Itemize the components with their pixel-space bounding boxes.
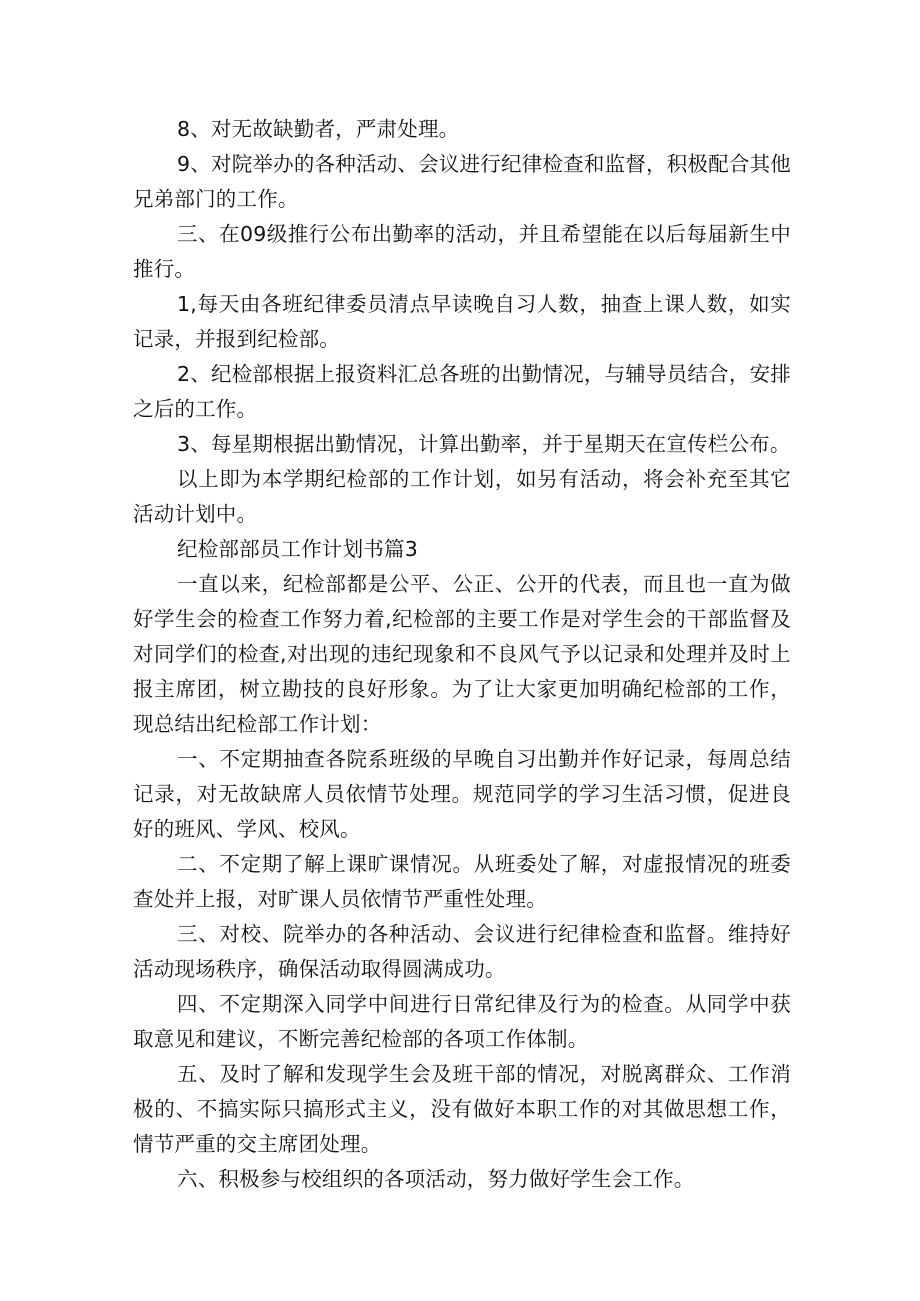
paragraph-plan-4: 四、不定期深入同学中间进行日常纪律及行为的检查。从同学中获取意见和建议，不断完善纪检部的各项工作体制。 <box>133 992 791 1051</box>
paragraph-step-2: 2、纪检部根据上报资料汇总各班的出勤情况，与辅导员结合，安排之后的工作。 <box>133 362 791 421</box>
paragraph-plan-2: 二、不定期了解上课旷课情况。从班委处了解，对虚报情况的班委查处并上报，对旷课人员依情节严重性处理。 <box>133 852 791 911</box>
paragraph-item-8: 8、对无故缺勤者，严肃处理。 <box>177 117 460 141</box>
paragraph-intro: 一直以来，纪检部都是公平、公正、公开的代表，而且也一直为做好学生会的检查工作努力着,纪检部的主要工作是对学生会的干部监督及对同学们的检查,对出现的违纪现象和不良风气予以记录和处理并及时上报主席团，树立勘技的良好形象。为了让大家更加明确纪检部的工作，现总结出纪检部工作计划： <box>133 572 791 736</box>
paragraph-item-9: 9、对院举办的各种活动、会议进行纪律检查和监督，积极配合其他兄弟部门的工作。 <box>133 152 791 211</box>
paragraph-plan-6: 六、积极参与校组织的各项活动，努力做好学生会工作。 <box>177 1167 695 1191</box>
paragraph-plan-1: 一、不定期抽查各院系班级的早晚自习出勤并作好记录，每周总结记录，对无故缺席人员依情节处理。规范同学的学习生活习惯，促进良好的班风、学风、校风。 <box>133 747 791 841</box>
paragraph-plan-3: 三、对校、院举办的各种活动、会议进行纪律检查和监督。维持好活动现场秩序，确保活动取得圆满成功。 <box>133 922 791 981</box>
section-heading: 纪检部部员工作计划书篇3 <box>177 537 418 561</box>
document-body <box>133 112 791 1197</box>
paragraph-summary: 以上即为本学期纪检部的工作计划，如另有活动，将会补充至其它活动计划中。 <box>133 467 791 526</box>
paragraph-step-1: 1,每天由各班纪律委员清点早读晚自习人数，抽查上课人数，如实记录，并报到纪检部。 <box>133 292 791 351</box>
paragraph-section-3: 三、在09级推行公布出勤率的活动，并且希望能在以后每届新生中推行。 <box>133 222 791 281</box>
paragraph-step-3: 3、每星期根据出勤情况，计算出勤率，并于星期天在宣传栏公布。 <box>177 432 791 456</box>
paragraph-plan-5: 五、及时了解和发现学生会及班干部的情况，对脱离群众、工作消极的、不搞实际只搞形式主义，没有做好本职工作的对其做思想工作，情节严重的交主席团处理。 <box>133 1062 791 1156</box>
